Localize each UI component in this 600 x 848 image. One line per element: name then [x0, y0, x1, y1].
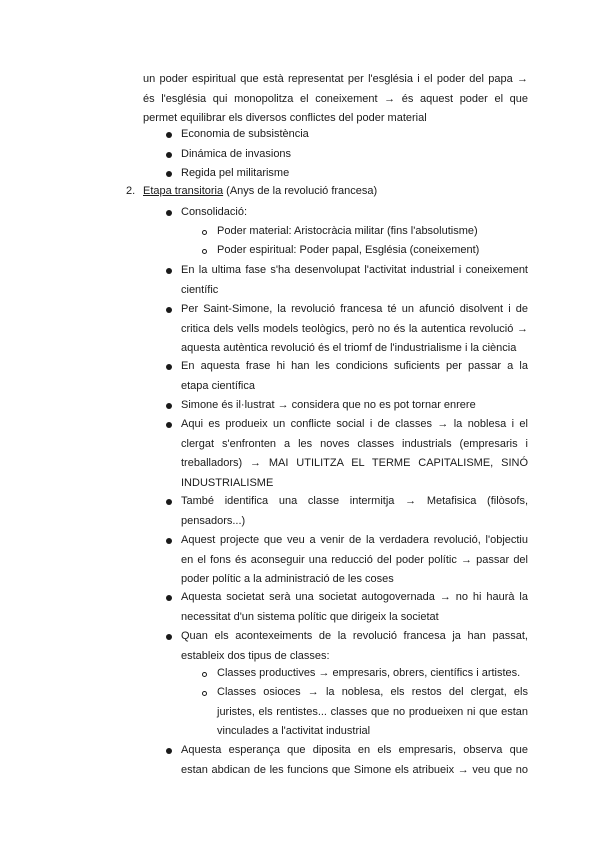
sub-list-item: Poder espiritual: Poder papal, Església (coneixement) [217, 244, 480, 256]
sub-list-item [217, 664, 528, 684]
list-item-line: En aquesta frase hi han les condicions suficients per passar a la [181, 360, 528, 372]
bullet-dot [166, 422, 172, 428]
bullet-dot [166, 499, 172, 505]
bullet-dot [166, 152, 172, 158]
sub-list-item-line: Classes osioces → la noblesa, els restos del clergat, els [217, 686, 528, 698]
list-item: Economia de subsistència [181, 128, 309, 140]
sub-list-item-line: juristes, els rentistes... classes que no produeixen ni que estan [217, 705, 528, 718]
bullet-dot [166, 538, 172, 544]
sub-list-item-line: Classes productives → empresaris, obrers, científics i artistes. [217, 667, 521, 679]
sub-list-item: Poder material: Aristocràcia militar (fins l'absolutisme) [217, 225, 478, 237]
list-item [181, 741, 528, 780]
bullet-dot [166, 634, 172, 640]
list-item-line: estan abdican de les funcions que Simone els atribueix → veu que no [181, 763, 528, 776]
list-item [181, 261, 528, 300]
section-heading [143, 182, 377, 202]
list-item [181, 357, 528, 396]
bullet-dot [166, 171, 172, 177]
section-subtitle: (Anys de la revolució francesa) [223, 185, 378, 197]
sub-list-item-line: vinculades a l'activitat industrial [217, 725, 371, 738]
intro-paragraph [143, 70, 528, 129]
list-item [181, 627, 528, 666]
list-item-line: Aquesta esperança que diposita en els empresaris, observa que [181, 744, 528, 756]
list-item [181, 588, 528, 627]
list-item-line: critica dels vells models teològics, però no és la autentica revolució → [181, 322, 528, 335]
list-item-line: Aquest projecte que veu a venir de la verdadera revolució, l'objectiu [181, 534, 528, 546]
bullet-dot [166, 210, 172, 216]
list-item-line: clergat s'enfronten a les noves classes industrials (empresaris i [181, 437, 528, 450]
list-item-line: treballadors) → MAI UTILITZA EL TERME CAPITALISME, SINÓ [181, 457, 528, 470]
list-item-line: científic [181, 283, 219, 296]
list-item-line: També identifica una classe intermitja → Metafisica (filòsofs, [181, 495, 528, 507]
list-item: Regida pel militarisme [181, 167, 290, 179]
sub-bullet-circle [202, 249, 207, 254]
list-item-line: Aqui es produeix un conflicte social i de classes → la noblesa i el [181, 418, 528, 430]
list-item [181, 492, 528, 531]
list-item [181, 396, 528, 416]
list-item: Dinámica de invasions [181, 148, 292, 160]
list-item-line: en el fons és aconseguir una reducció del poder polític → passar del [181, 553, 528, 566]
sub-bullet-circle [202, 691, 207, 696]
list-item-line: Simone és il·lustrat → considera que no es pot tornar enrere [181, 399, 476, 411]
list-item-line: En la ultima fase s'ha desenvolupat l'activitat industrial i coneixement [181, 264, 528, 276]
list-item [181, 531, 528, 590]
list-item-line: poder polític a la administració de les coses [181, 573, 394, 586]
bullet-dot [166, 595, 172, 601]
list-item-line: aquesta autèntica revolució és el triomf de l'industrialisme i la ciència [181, 342, 517, 355]
list-item [181, 300, 528, 359]
bullet-dot [166, 132, 172, 138]
section-number: 2. [126, 185, 136, 197]
intro-line: permet equilibrar els diversos conflictes del poder material [143, 112, 427, 125]
list-item-line: INDUSTRIALISME [181, 476, 274, 489]
list-item-line: Per Saint-Simone, la revolució francesa té un afunció disolvent i de [181, 303, 528, 315]
list-item-line: pensadors...) [181, 514, 246, 527]
sub-list-item [217, 683, 528, 742]
bullet-dot [166, 364, 172, 370]
list-item-line: Quan els acontexeiments de la revolució francesa ja han passat, [181, 630, 528, 642]
bullet-dot [166, 748, 172, 754]
intro-line: és l'església qui monopolitza el coneixement → és aquest poder el que [143, 92, 528, 105]
bullet-dot [166, 403, 172, 409]
intro-line: un poder espiritual que està representat per l'església i el poder del papa → [143, 73, 528, 85]
list-item-line: Aquesta societat serà una societat autogovernada → no hi haurà la [181, 591, 528, 603]
sub-bullet-circle [202, 230, 207, 235]
bullet-dot [166, 268, 172, 274]
sub-bullet-circle [202, 672, 207, 677]
list-item-line: etapa científica [181, 379, 255, 392]
section-title: Etapa transitoria [143, 185, 224, 197]
list-item [181, 415, 528, 493]
list-item-line: estableix dos tipus de classes: [181, 649, 330, 662]
list-item-line: necessitat d'un sistema polític que dirigeix la societat [181, 610, 439, 623]
list-item-consolidacio: Consolidació: [181, 206, 248, 218]
bullet-dot [166, 307, 172, 313]
